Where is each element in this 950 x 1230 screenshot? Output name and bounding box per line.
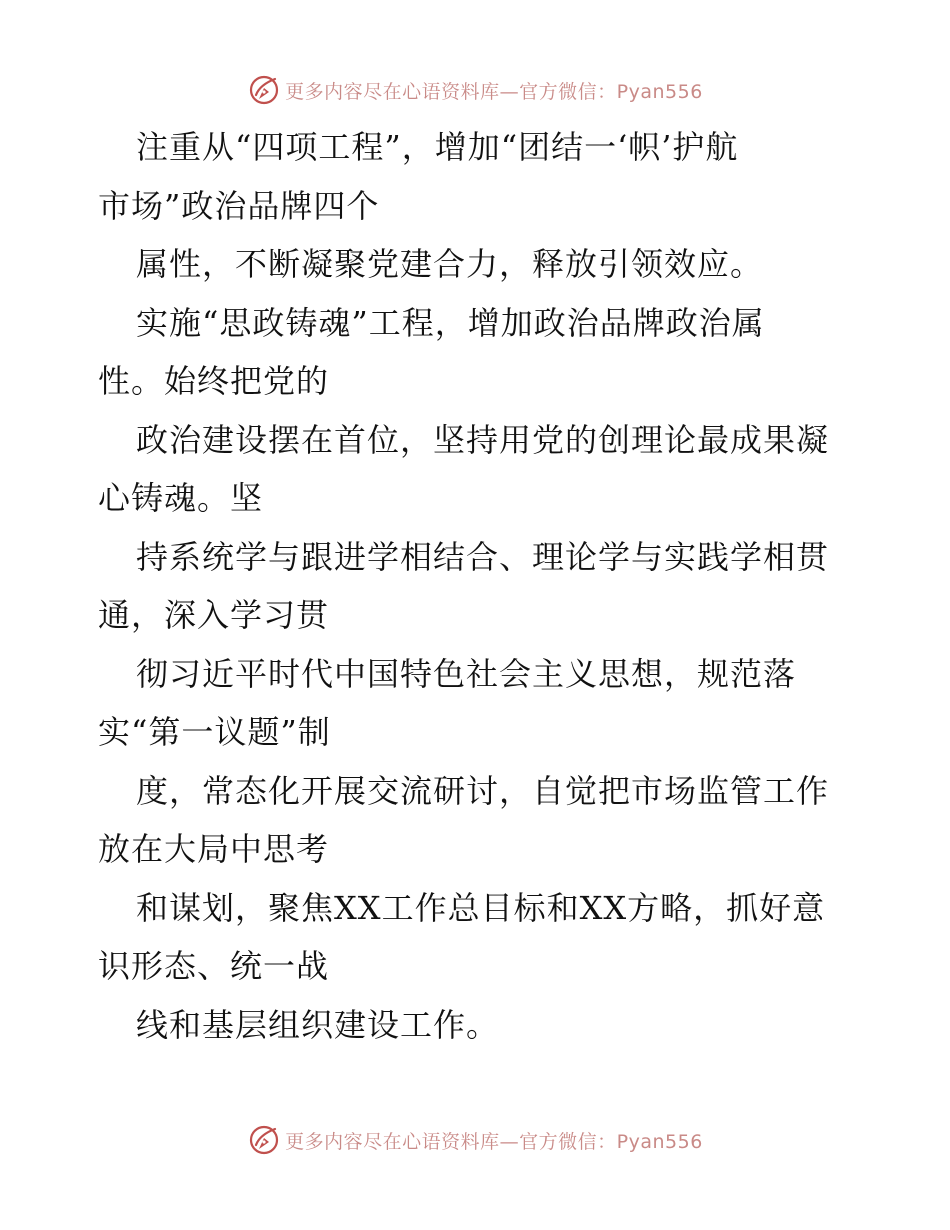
watermark-text: 更多内容尽在心语资料库—官方微信：Pyan556 [285,80,703,103]
text-line: 市场”政治品牌四个 [98,186,380,225]
wechat-id: Pyan556 [616,80,703,103]
header-watermark-banner [0,70,950,110]
text-line: 度，常态化开展交流研讨，自觉把市场监管工作 [136,771,830,810]
text-line: 实“第一议题”制 [98,713,331,751]
wechat-id: Pyan556 [616,1130,703,1153]
pen-logo-icon [247,1123,281,1157]
text-line: 性。始终把党的 [98,362,330,400]
text-line: 心铸魂。坚 [98,479,264,517]
text-line: 实施“思政铸魂”工程，增加政治品牌政治属 [136,303,765,342]
text-line: 政治建设摆在首位，坚持用党的创理论最成果凝 [136,420,830,459]
text-line: 持系统学与跟进学相结合、理论学与实践学相贯 [136,537,830,576]
text-line: 识形态、统一战 [98,947,330,985]
footer-watermark-banner [0,1120,950,1160]
text-line: 彻习近平时代中国特色社会主义思想，规范落 [136,654,797,693]
text-line: 通，深入学习贯 [98,596,330,634]
text-line: 线和基层组织建设工作。 [136,1005,500,1044]
text-line: 放在大局中思考 [98,830,330,868]
text-line: 属性，不断凝聚党建合力，释放引领效应。 [136,245,764,283]
watermark-text: 更多内容尽在心语资料库—官方微信：Pyan556 [285,1130,703,1153]
document-body [98,118,858,1054]
text-line: 注重从“四项工程”，增加“团结一‘帜’护航 [136,128,739,166]
text-line: 和谋划，聚焦XX工作总目标和XX方略，抓好意 [136,888,826,927]
pen-logo-icon [247,73,281,107]
